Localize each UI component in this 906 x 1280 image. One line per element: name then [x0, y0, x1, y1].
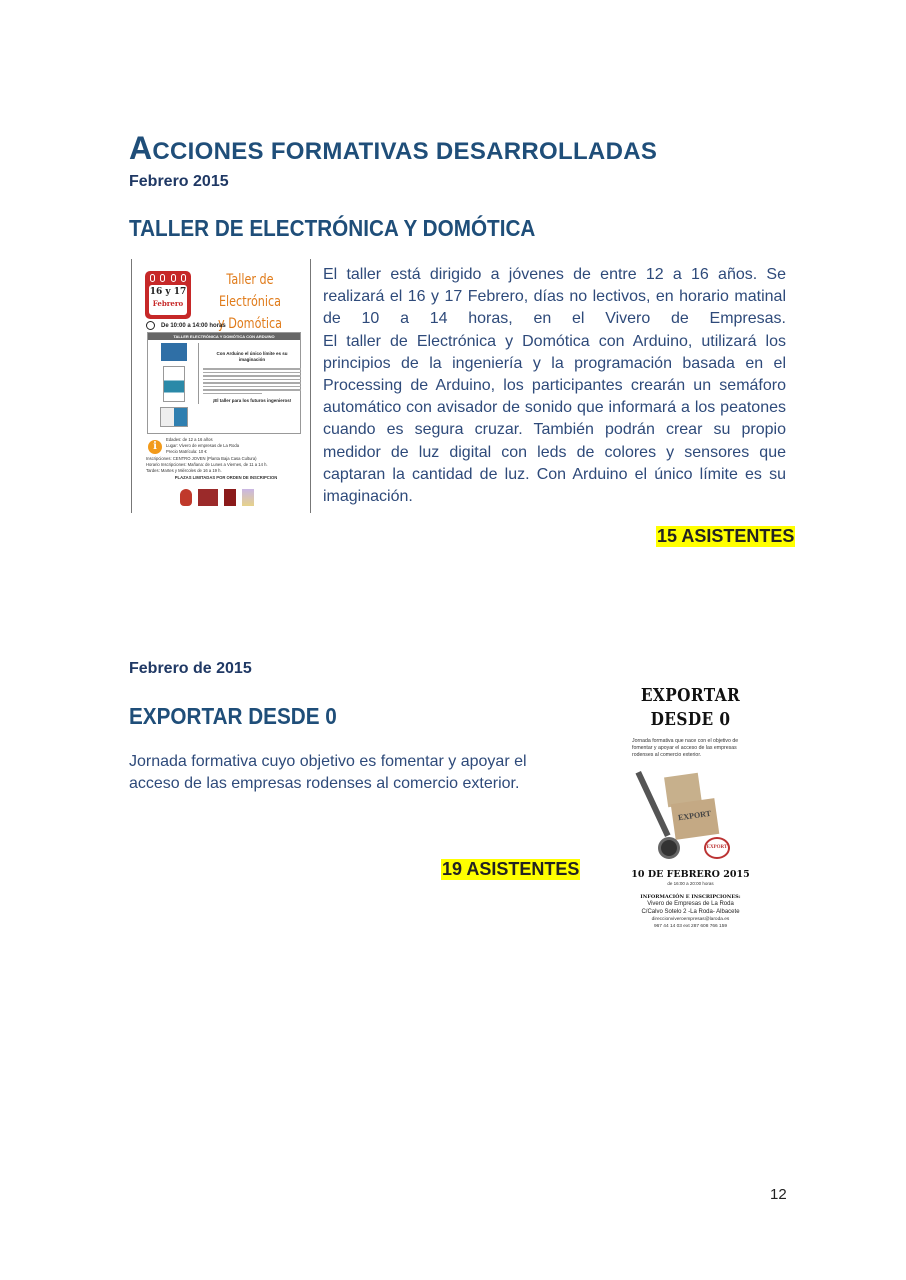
- poster-info-line: Vivero de Empresas de La Roda: [647, 901, 734, 907]
- building-logo: [198, 489, 218, 506]
- traffic-light-image: [160, 407, 188, 427]
- poster-email: direccionviveroempresas@laroda.es: [651, 917, 730, 922]
- poster-info-row: Inscripciones: CENTRO JOVEN (Planta Baja Casa Cultura): [146, 455, 257, 461]
- poster-time-text: De 10:00 a 14:00 horas: [161, 323, 226, 330]
- event-title-text: EXPORTAR DESDE 0: [129, 703, 337, 729]
- event-title: TALLER DE ELECTRÓNICA Y DOMÓTICA: [129, 215, 536, 241]
- circuit-image: [163, 366, 185, 402]
- calendar-icon: [145, 271, 191, 319]
- attendees-badge: 15 ASISTENTES: [657, 526, 795, 546]
- poster-title-line2: DESDE 0: [650, 709, 731, 730]
- poster-month: Febrero: [152, 299, 184, 308]
- event-description: Jornada formativa cuyo objetivo es fomentar y apoyar el acceso de las empresas rodenses al comercio exterior.: [129, 753, 527, 793]
- title-initial: A: [129, 130, 153, 167]
- poster-headline: Con Arduino el único límite es su imaginación: [216, 351, 288, 362]
- hand-truck-image: [628, 765, 753, 865]
- poster-title: [637, 684, 743, 732]
- export-stamp-icon: EXPORT: [704, 837, 730, 859]
- poster-info: [146, 437, 306, 481]
- event-date: Febrero de 2015: [129, 660, 252, 677]
- event-title: [129, 703, 337, 730]
- attendees-badge: 19 ASISTENTES: [442, 859, 580, 879]
- poster-info-row: Tardes: Martes y Miércoles de 16 a 19 h.: [146, 468, 222, 474]
- workshop-poster: [131, 259, 311, 513]
- poster-date: 10 DE FEBRERO 2015: [631, 869, 750, 880]
- export-poster: [628, 684, 753, 959]
- poster-days: 16 y 17: [149, 287, 187, 297]
- coat-of-arms-logo: [180, 489, 192, 506]
- poster-title-line1: Taller de Electrónica: [218, 272, 282, 310]
- info-icon: i: [148, 440, 162, 454]
- poster-title-line1: EXPORTAR: [640, 685, 741, 706]
- title-rest: CCIONES FORMATIVAS DESARROLLADAS: [152, 138, 658, 166]
- poster-phone: 967 44 14 03 ext 287 608 766 159: [653, 924, 728, 929]
- poster-time: [146, 321, 226, 330]
- poster-body-lines: [203, 368, 301, 394]
- event-date: Febrero 2015: [129, 173, 229, 190]
- arduino-board-image: [161, 343, 187, 361]
- page-number: 12: [770, 1186, 787, 1203]
- poster-info-row: Lugar: Vivero de empresas de La Roda: [166, 443, 240, 449]
- poster-desc: Jornada formativa que nace con el objetivo de fomentar y apoyar el acceso de las empresas rodenses al comercio exterior.: [632, 738, 739, 758]
- poster-cta: ¡El taller para los futuros ingenieros!: [212, 398, 292, 403]
- poster-info-row: Horario Inscripciones: Mañana: de Lunes a Viernes, de 11 a 14 h.: [146, 461, 268, 467]
- poster-info-row: Edades: de 12 a 16 años: [166, 437, 213, 442]
- poster-info-heading: INFORMACIÓN E INSCRIPCIONES:: [640, 894, 741, 900]
- clock-icon: [146, 321, 155, 330]
- event-description-p2: El taller de Electrónica y Domótica con Arduino, utilizará los principios de la ingeniería y la programación basada en el Processing de Arduino, los participantes crearán un semáforo automático con avisador de sonido que informará a los peatones cuando es segura cruzar. También podrán crear su propio medidor de luz digital con leds de colores y sensores que captaran la cantidad de luz. Con Arduino el único límite es su imaginación.: [323, 332, 786, 506]
- event-description: [323, 264, 786, 508]
- sponsor-logos: [180, 489, 254, 506]
- institution-logo: [224, 489, 236, 506]
- event-description-p1: El taller está dirigido a jóvenes de entre 12 a 16 años. Se realizará el 16 y 17 Febrero, días no lectivos, en horario matinal de 10 a 14 horas, en el Vivero de Empresas.: [323, 266, 786, 328]
- poster-content-box: [147, 332, 301, 434]
- arduino-images: [154, 343, 194, 432]
- poster-title-line2: y Domótica: [218, 316, 282, 332]
- poster-hours: de 16:00 a 20:00 horas: [667, 881, 714, 886]
- wheel-icon: [658, 837, 680, 859]
- poster-info-line: C/Calvo Sotelo 2 -La Roda- Albacete: [641, 909, 740, 915]
- poster-bar: TALLER ELECTRÓNICA Y DOMÓTICA CON ARDUINO: [148, 333, 300, 340]
- poster-limit: PLAZAS LIMITADAS POR ORDEN DE INSCRIPCION: [174, 475, 278, 481]
- export-box-icon: EXPORT: [671, 798, 720, 840]
- youth-logo: [242, 489, 254, 506]
- page-title: [129, 130, 657, 167]
- poster-info-row: Precio Matrícula: 10 €: [166, 449, 207, 455]
